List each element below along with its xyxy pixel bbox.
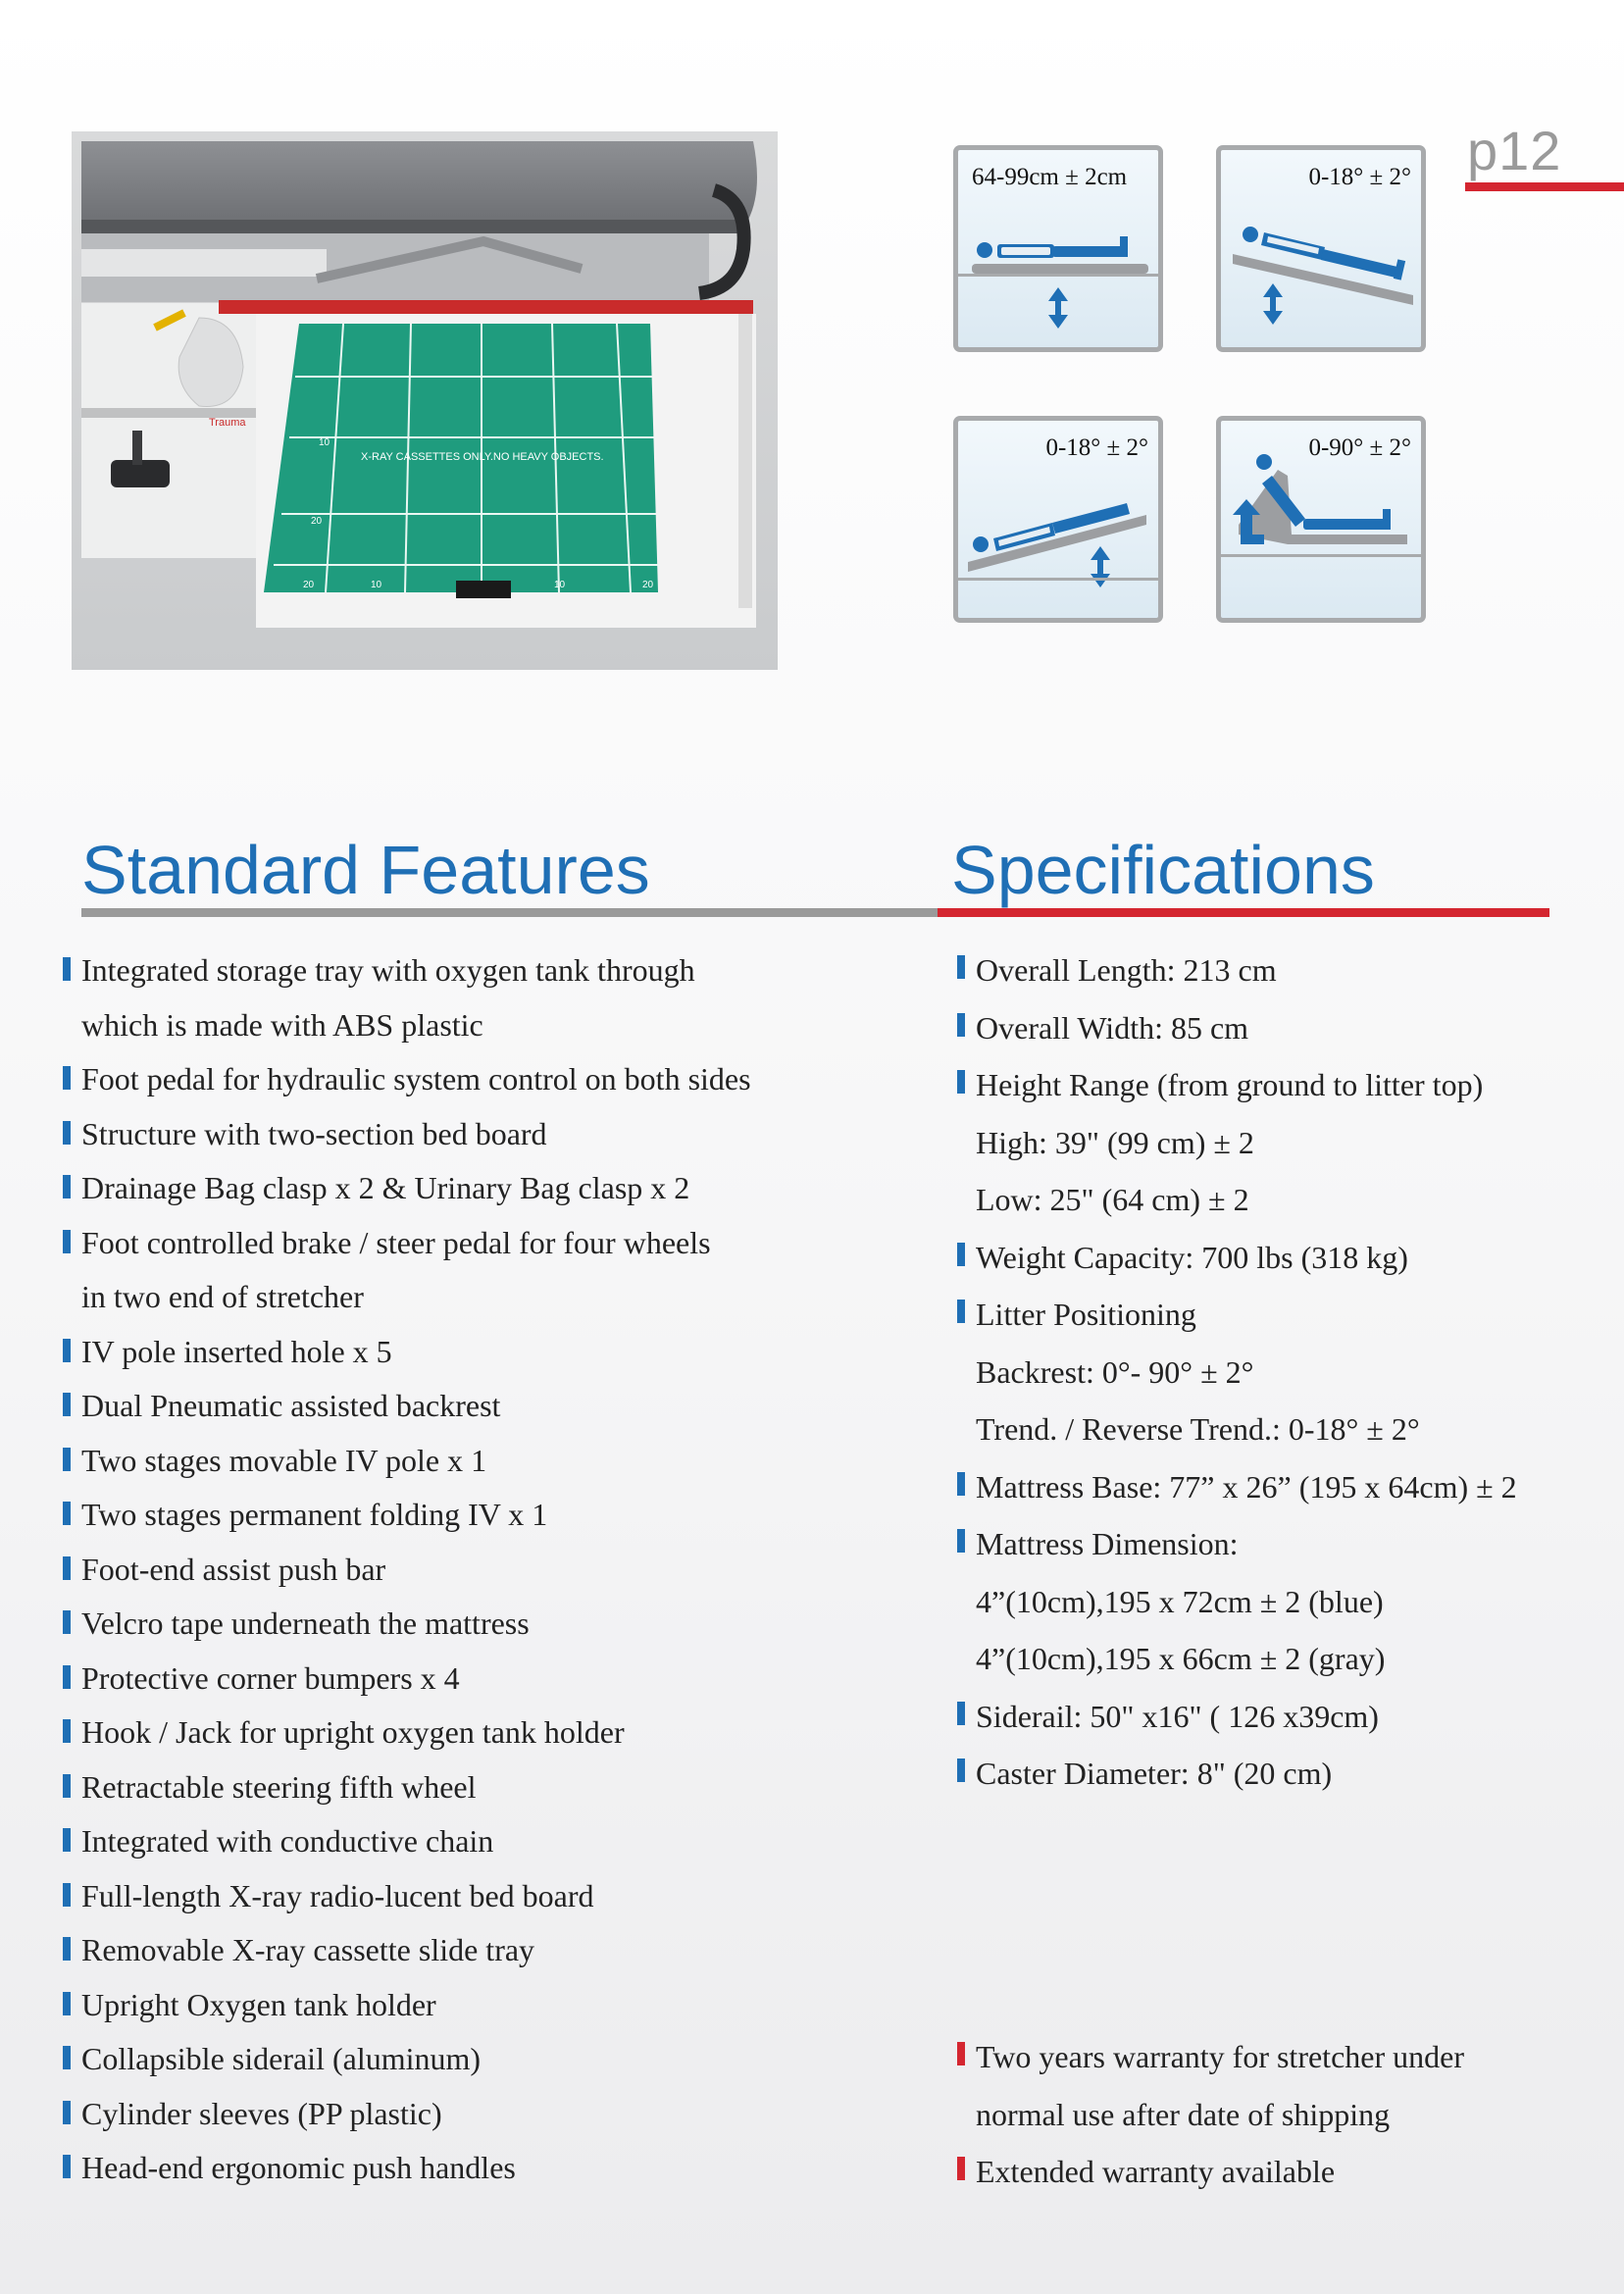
position-label: 0-18° ± 2° bbox=[1045, 434, 1148, 461]
position-icon-height bbox=[953, 145, 1163, 352]
grid-number: 10 bbox=[371, 580, 382, 590]
standard-features-title: Standard Features bbox=[81, 832, 650, 908]
xray-tray-photo bbox=[72, 131, 778, 670]
position-label: 64-99cm ± 2cm bbox=[972, 164, 1128, 190]
standard-features-list bbox=[81, 943, 751, 2196]
spec-item: Height Range (from ground to litter top) bbox=[976, 1056, 1517, 1114]
feature-item: Removable X-ray cassette slide tray bbox=[81, 1923, 751, 1978]
feature-item: Foot-end assist push bar bbox=[81, 1543, 751, 1598]
grid-number: 20 bbox=[642, 580, 654, 590]
spec-item: Low: 25" (64 cm) ± 2 bbox=[976, 1182, 1249, 1217]
spec-item: Mattress Base: 77” x 26” (195 x 64cm) ± 2 bbox=[976, 1458, 1517, 1516]
spec-item: Weight Capacity: 700 lbs (318 kg) bbox=[976, 1229, 1517, 1287]
feature-item: Cylinder sleeves (PP plastic) bbox=[81, 2087, 751, 2142]
warranty-list bbox=[976, 2028, 1464, 2201]
page-number-rule bbox=[1465, 182, 1624, 191]
feature-item: Protective corner bumpers x 4 bbox=[81, 1652, 751, 1707]
warranty-item: Extended warranty available bbox=[976, 2143, 1464, 2201]
position-label: 0-18° ± 2° bbox=[1308, 164, 1411, 190]
feature-item: Foot pedal for hydraulic system control on both sides bbox=[81, 1052, 751, 1107]
warranty-item: normal use after date of shipping bbox=[976, 2096, 1391, 2132]
position-icon-reverse-trendelenburg bbox=[953, 416, 1163, 623]
specifications-list bbox=[976, 942, 1517, 1803]
tray-handle-shape bbox=[456, 581, 511, 598]
features-title-rule bbox=[81, 908, 938, 917]
feature-item: Integrated storage tray with oxygen tank through bbox=[81, 943, 751, 998]
warranty-item: Two years warranty for stretcher under bbox=[976, 2028, 1464, 2086]
feature-item: Foot controlled brake / steer pedal for four wheels bbox=[81, 1216, 751, 1271]
grid-number: 20 bbox=[303, 580, 315, 590]
feature-item: IV pole inserted hole x 5 bbox=[81, 1325, 751, 1380]
feature-item: which is made with ABS plastic bbox=[81, 1006, 483, 1043]
feature-item: Collapsible siderail (aluminum) bbox=[81, 2032, 751, 2087]
grid-number: 20 bbox=[311, 516, 323, 527]
xray-tray-illustration bbox=[72, 131, 778, 670]
spec-item: Overall Length: 213 cm bbox=[976, 942, 1517, 999]
spec-item: High: 39" (99 cm) ± 2 bbox=[976, 1124, 1254, 1160]
brand-label: Trauma bbox=[209, 417, 246, 429]
mattress-shape bbox=[81, 141, 757, 225]
grid-number: 10 bbox=[319, 437, 330, 448]
spec-item: 4”(10cm),195 x 66cm ± 2 (gray) bbox=[976, 1641, 1386, 1676]
feature-item: Integrated with conductive chain bbox=[81, 1814, 751, 1869]
specifications-title: Specifications bbox=[951, 832, 1375, 908]
feature-item: Dual Pneumatic assisted backrest bbox=[81, 1379, 751, 1434]
feature-item: Velcro tape underneath the mattress bbox=[81, 1597, 751, 1652]
feature-item: Hook / Jack for upright oxygen tank holder bbox=[81, 1706, 751, 1760]
tray-label-text: X-RAY CASSETTES ONLY.NO HEAVY OBJECTS. bbox=[361, 451, 604, 463]
position-label: 0-90° ± 2° bbox=[1308, 434, 1411, 461]
position-icon-trendelenburg bbox=[1216, 145, 1426, 352]
spec-item: Siderail: 50" x16" ( 126 x39cm) bbox=[976, 1688, 1517, 1746]
feature-item: Structure with two-section bed board bbox=[81, 1107, 751, 1162]
feature-item: Full-length X-ray radio-lucent bed board bbox=[81, 1869, 751, 1924]
specs-title-rule bbox=[938, 908, 1549, 917]
grid-number: 10 bbox=[554, 580, 566, 590]
spec-item: Trend. / Reverse Trend.: 0-18° ± 2° bbox=[976, 1411, 1420, 1447]
spec-item: Litter Positioning bbox=[976, 1286, 1517, 1344]
feature-item: Head-end ergonomic push handles bbox=[81, 2141, 751, 2196]
feature-item: Two stages movable IV pole x 1 bbox=[81, 1434, 751, 1489]
spec-item: Mattress Dimension: bbox=[976, 1515, 1517, 1573]
feature-item: Drainage Bag clasp x 2 & Urinary Bag clasp x 2 bbox=[81, 1161, 751, 1216]
spec-item: 4”(10cm),195 x 72cm ± 2 (blue) bbox=[976, 1583, 1384, 1619]
spec-item: Overall Width: 85 cm bbox=[976, 999, 1517, 1057]
position-icon-backrest bbox=[1216, 416, 1426, 623]
spec-item: Backrest: 0°- 90° ± 2° bbox=[976, 1353, 1254, 1390]
feature-item: Two stages permanent folding IV x 1 bbox=[81, 1488, 751, 1543]
feature-item: in two end of stretcher bbox=[81, 1279, 364, 1314]
page-number: p12 bbox=[1467, 120, 1562, 181]
spec-item: Caster Diameter: 8" (20 cm) bbox=[976, 1745, 1517, 1803]
feature-item: Retractable steering fifth wheel bbox=[81, 1760, 751, 1815]
feature-item: Upright Oxygen tank holder bbox=[81, 1978, 751, 2033]
